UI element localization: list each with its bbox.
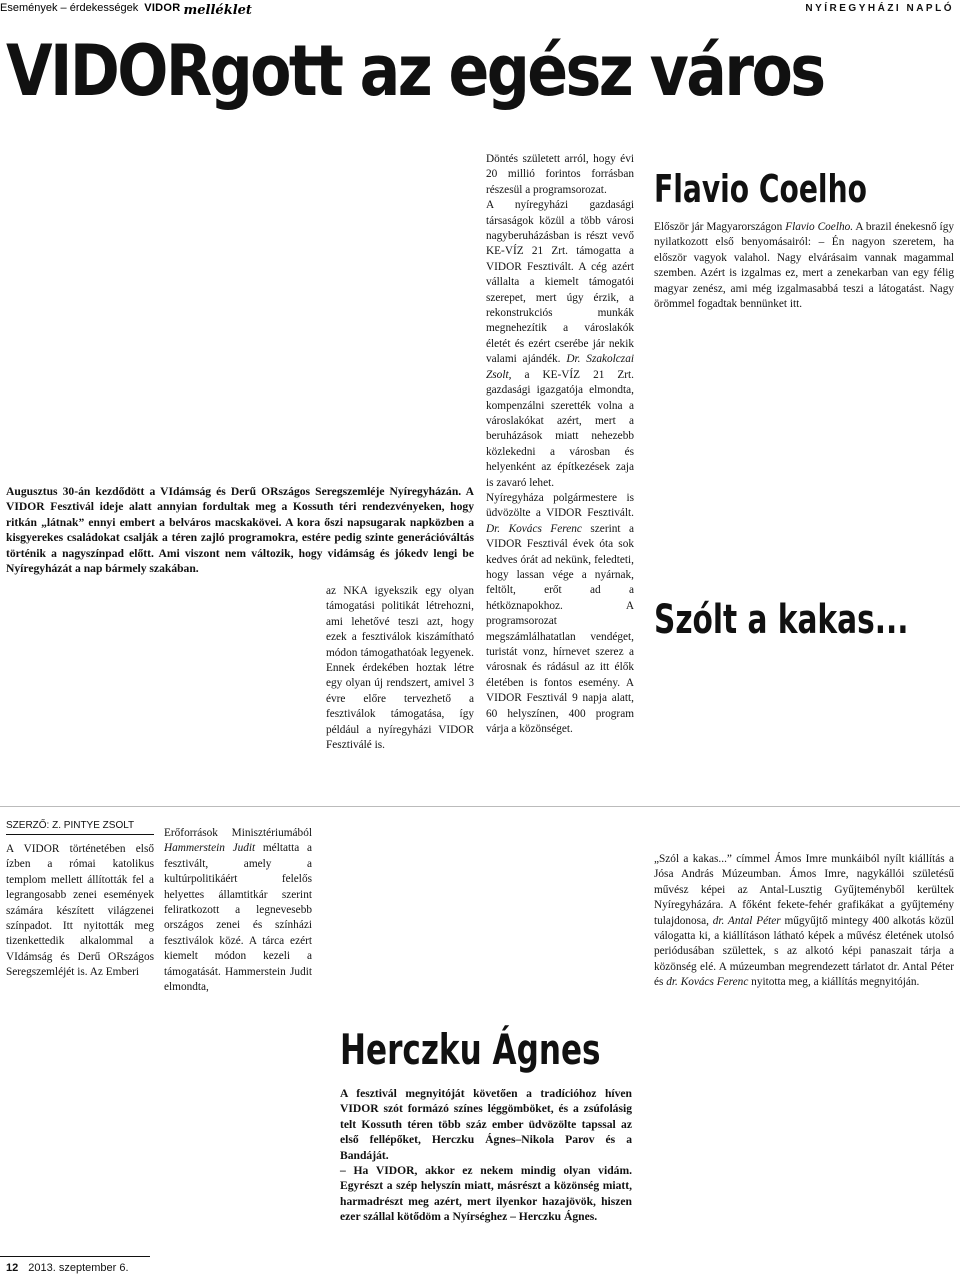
newspaper-name: NYÍREGYHÁZI NAPLÓ xyxy=(805,2,954,14)
person-name: dr. Antal Péter xyxy=(712,914,781,927)
person-name: Hammerstein Judit xyxy=(164,842,256,855)
page-footer xyxy=(6,1262,129,1274)
brand-label: VIDOR xyxy=(144,2,181,14)
coelho-text: Először jár Magyarországon Flavio Coelho. A brazil énekesnő így nyilatkozott első benyomásairól: – Én nagyon szeretem, ha először vagyok valahol. Nagy elvárásaim vannak magammal szemben. Azért is izgalmas ez, mert a zenekarban van egy félig magyar zenész, ami még izgalmasabbá teszi a látogatást. Nagy örömmel fogadtak bennünket itt. xyxy=(654,221,954,311)
page-number: 12 xyxy=(6,1262,19,1274)
middle-column: az NKA igyekszik egy olyan támogatási politikát létrehozni, ami lehetővé teszi azt, hogy ezek a fesztiválok kiszámítható módon támogathatóak legyenek. Ennek érdekében hoztak létre egy olyan új rendszert, amivel 3 évre előre tervezhető a fesztiválok támogatása, így például a nyíregyházi VIDOR Fesztiválé is. xyxy=(326,585,474,752)
kakas-title: Szólt a kakas... xyxy=(654,597,909,643)
right-column xyxy=(486,152,634,737)
right-col-para-1: Döntés született arról, hogy évi 20 millió forintos forrásban részesül a programsorozat. xyxy=(486,153,634,196)
bottom-column-2: Erőforrások Minisztériumából Hammerstein Judit méltatta a fesztivált, amely a kultúrpolitikáért felelős helyettes államtitkár szerint feliratkozott a legnevesebb országos zenei és színházi fesztiválok közé. A tárca ezért kiemelt módon kezeli a támogatását. Hammerstein Judit elmondta, xyxy=(164,827,312,994)
issue-date: 2013. szeptember 6. xyxy=(28,1262,129,1274)
herczku-title: Herczku Ágnes xyxy=(340,1025,601,1074)
header-left xyxy=(0,0,252,16)
person-name: dr. Kovács Ferenc xyxy=(666,976,749,989)
author-byline: SZERZŐ: Z. PINTYE ZSOLT xyxy=(6,820,135,831)
person-name: Dr. Kovács Ferenc xyxy=(486,522,582,535)
section-divider xyxy=(0,806,960,807)
coelho-title: Flavio Coelho xyxy=(654,167,867,211)
page-headline: VIDORgott az egész város xyxy=(6,30,824,112)
section-label: Események – érdekességek xyxy=(0,2,139,14)
herczku-quote: – Ha VIDOR, akkor ez nekem mindig olyan vidám. Egyrészt a szép helyszín miatt, másrészt a közönség miatt, harmadrészt meg azért, mert ilyenkor hazajövök, hiszen ezer szállal kötődöm a Nyírséghez – Herczku Ágnes. xyxy=(340,1164,632,1224)
lead-paragraph: Augusztus 30-án kezdődött a VIdámság és Derű ORszágos Seregszemléje Nyíregyházán. A VIDOR Fesztivál ideje alatt annyian fordultak meg a Kossuth téri rendezvényeken, hogy ritkán „látnak” ennyi embert a belváros macskakövei. A kora őszi napsugarak napközben a kisgyerekes családokat csalják a téren zajló programokra, estére pedig szinte generációváltás történik a nagyszínpad előtt. Ami viszont nem változik, hogy vidámság és jókedv lengi be Nyíregyházát a nap bármely szakában. xyxy=(6,485,474,576)
herczku-text xyxy=(340,1086,632,1225)
author-rule xyxy=(6,834,154,835)
right-col-para-3: Nyíregyháza polgármestere is üdvözölte a VIDOR Fesztivált. Dr. Kovács Ferenc szerint a VIDOR Fesztivál évek óta sok kedves órát ad nekünk, feledteti, hogy lassan vége a nyárnak, feltölt, erőt ad a hétköznapokhoz. A programsorozat megszámlálhatatlan vendéget, turistát vonz, hírnevet szerez a városnak és rádásul az itt élők életében is fontos esemény. A VIDOR Fesztivál 9 napja alatt, 60 helyszínen, 400 program várja a közönséget. xyxy=(486,491,634,736)
brand-script-label: melléklet xyxy=(183,2,252,18)
herczku-body: A fesztivál megnyitóját követően a tradícióhoz híven VIDOR szót formázó színes léggömböket, és a zsúfolásig telt Kossuth téren több száz ember üdvözölte tapssal az első fellépőket, Herczku Ágnes–Nikola Parov és a Bandáját. xyxy=(340,1087,632,1162)
bottom-column-1: A VIDOR történetében első ízben a római katolikus templom mellett állították fel a legrangosabb zenei események számára készített világzenei színpadot. Itt nyitották meg tizenkettedik alkalommal a VIdámság és Derű ORszágos Seregszemléjét is. Az Emberi xyxy=(6,843,154,979)
footer-rule xyxy=(0,1256,150,1257)
person-name: Dr. Szakolczai Zsolt, xyxy=(486,353,634,381)
person-name: Flavio Coelho. xyxy=(785,221,854,233)
right-col-para-2: A nyíregyházi gazdasági társaságok közül a több városi nagyberuházásban is részt vevő KE-VÍZ 21 Zrt. támogatta a VIDOR Fesztivált. A cég azért vállalta a kiemelt támogatói szerepet, mert úgy érzik, a rekonstrukciós munkák megnehezítik a városlakók életét és ezért cserébe jár nekik valami ajándék. Dr. Szakolczai Zsolt, a KE-VÍZ 21 Zrt. gazdasági igazgatója elmondta, kompenzálni szerették volna a városlakókat azért, mert a beruházások miatt nehezebb közlekedni a városban és helyenként az építkezések zaja is zavaró lehet. xyxy=(486,199,634,489)
kakas-text: „Szól a kakas...” címmel Ámos Imre munkáiból nyílt kiállítás a Jósa András Múzeumban. Ámos Imre, nagykállói születésű művész képei az Antal-Lusztig Gyűjteményből kerültek Nyíregyházára. A főként fekete-fehér grafikákat a gyűjtemény tulajdonosa, dr. Antal Péter műgyűjtő mintegy 400 alkotás közül válogatta ki, a kiállításon látható képek a művész életének utolsó periódusában születtek, s az alkotó képi panaszait tárja a közönség elé. A múzeumban megrendezett tárlatot dr. Antal Péter és dr. Kovács Ferenc nyitotta meg, a kiállítás megnyitóján. xyxy=(654,853,954,989)
page-header xyxy=(0,0,960,16)
